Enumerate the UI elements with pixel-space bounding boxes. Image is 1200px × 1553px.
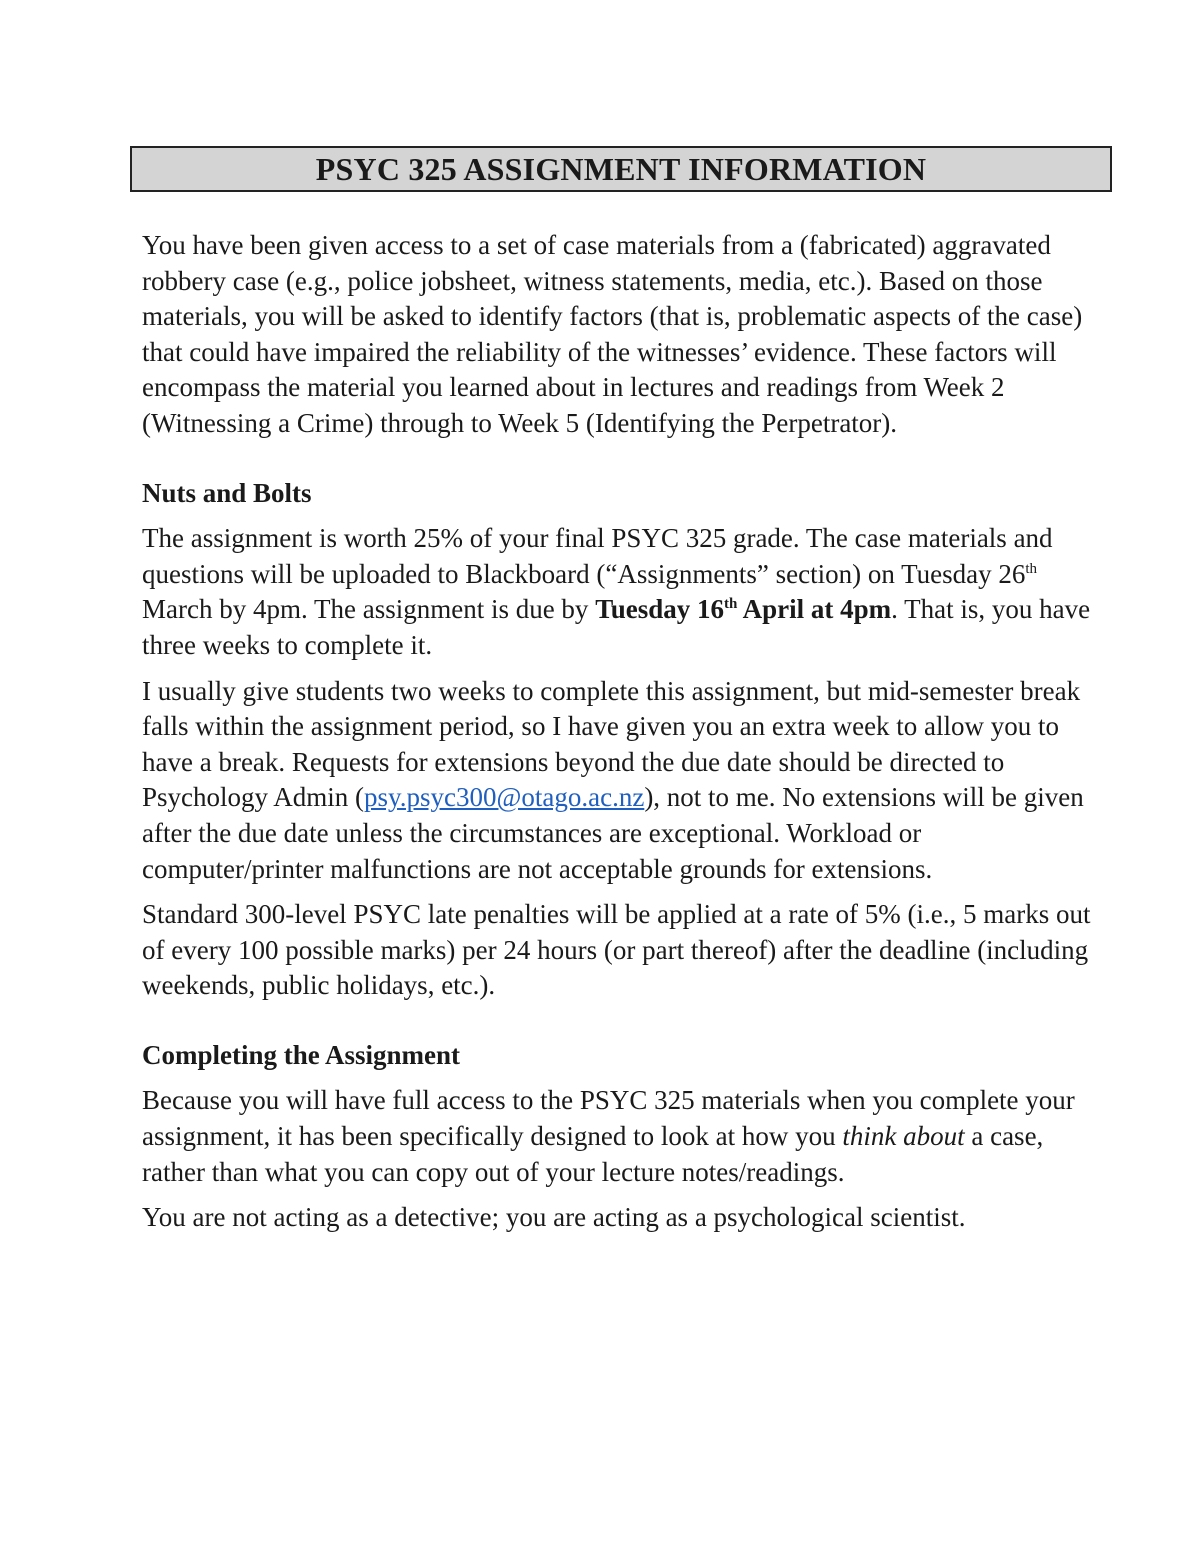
paragraph-late-penalties: Standard 300-level PSYC late penalties will be applied at a rate of 5% (i.e., 5 marks out of every 100 possible marks) per 24 hours (or part thereof) after the deadline (including weekends, public holidays, etc.). <box>142 899 1091 1001</box>
text-run: Tuesday 16 <box>595 594 724 625</box>
superscript: th <box>1025 560 1038 577</box>
text-run: . That is, you have three weeks to complete it. <box>142 594 1091 660</box>
section-heading-completing: Completing the Assignment <box>142 1039 461 1070</box>
paragraph-grade-and-dates <box>142 521 1102 663</box>
due-date-bold <box>595 594 891 624</box>
section-heading-nuts-and-bolts: Nuts and Bolts <box>142 477 312 508</box>
intro-paragraph: You have been given access to a set of case materials from a (fabricated) aggravated robbery case (e.g., police jobsheet, witness statements, media, etc.). Based on those materials, you will be asked to identify factors (that is, problematic aspects of the case) that could have impaired the reliability of the witnesses’ evidence. These factors will encompass the material you learned about in lectures and readings from Week 2 (Witnessing a Crime) through to Week 5 (Identifying the Perpetrator). <box>142 230 1083 438</box>
superscript: th <box>724 596 738 613</box>
document-title: PSYC 325 ASSIGNMENT INFORMATION <box>315 150 927 187</box>
document-body <box>142 228 1102 1236</box>
text-run: Because you will have full access to the PSYC 325 materials when you complete your assignment, it has been specifically designed to look at how you <box>142 1085 1075 1152</box>
admin-email-link[interactable]: psy.psyc300@otago.ac.nz <box>364 782 645 813</box>
title-banner <box>130 146 1112 192</box>
text-run: The assignment is worth 25% of your final PSYC 325 grade. The case materials and questions will be uploaded to Blackboard (“Assignments” section) on Tuesday 26 <box>142 523 1053 589</box>
text-run: ), not to me. No extensions will be given after the due date unless the circumstances are exceptional. Workload or computer/printer malfunctions are not acceptable grounds for extensions. <box>142 782 1084 884</box>
italic-emphasis: think about <box>842 1121 965 1152</box>
paragraph-extensions <box>142 674 1102 888</box>
paragraph-scientist: You are not acting as a detective; you are acting as a psychological scientist. <box>142 1202 966 1233</box>
paragraph-think-about <box>142 1083 1102 1190</box>
text-run: I usually give students two weeks to complete this assignment, but mid-semester break falls within the assignment period, so I have given you an extra week to allow you to have a break. Requests for extensions beyond the due date should be directed to Psychology Admin ( <box>142 675 1081 813</box>
text-run: a case, rather than what you can copy out of your lecture notes/readings. <box>142 1121 1044 1187</box>
text-run: April at 4pm <box>737 594 892 625</box>
text-run: March by 4pm. The assignment is due by <box>142 594 596 625</box>
